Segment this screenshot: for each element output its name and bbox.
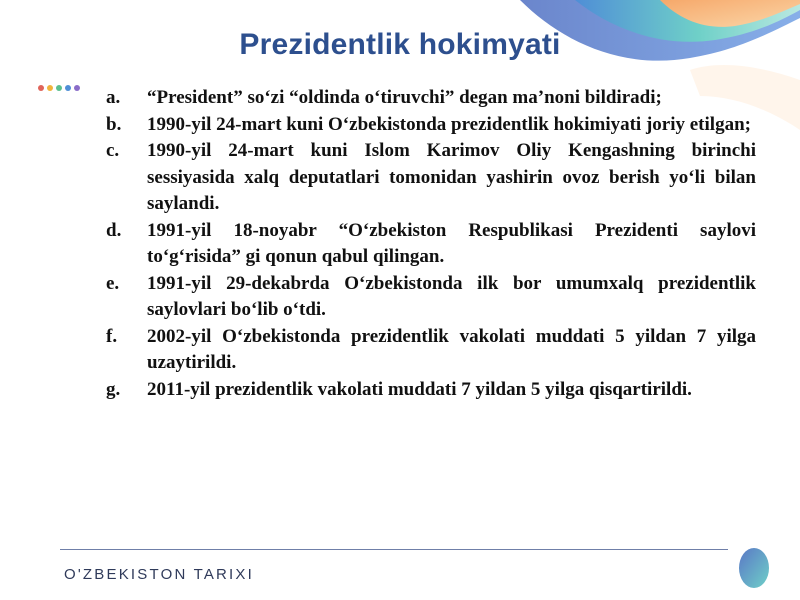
list-item-text: 2011-yil prezidentlik vakolati muddati 7 yildan 5 yilga qisqartirildi. bbox=[147, 378, 692, 400]
list-marker: a. bbox=[106, 87, 121, 108]
list-item bbox=[106, 324, 756, 377]
list-marker: c. bbox=[106, 140, 120, 161]
list-item-text: 1991-yil 29-dekabrda O‘zbekistonda ilk bor umumxalq prezidentlik saylovlari bo‘lib o‘tdi. bbox=[147, 272, 756, 320]
list-marker: g. bbox=[106, 378, 121, 400]
list-marker: d. bbox=[106, 219, 122, 241]
footer-decorative-badge bbox=[736, 546, 772, 590]
list-item bbox=[106, 138, 756, 218]
dot-icon bbox=[74, 85, 80, 91]
dot-icon bbox=[38, 85, 44, 91]
list-item-text: 1990-yil 24-mart kuni O‘zbekistonda prezidentlik hokimiyati joriy etilgan; bbox=[147, 113, 751, 135]
list-item-text: 1991-yil 18-noyabr “O‘zbekiston Respublikasi Prezidenti saylovi to‘g‘risida” gi qonun qabul qilingan. bbox=[147, 219, 756, 267]
list-marker: b. bbox=[106, 113, 122, 135]
dot-icon bbox=[47, 85, 53, 91]
list-item bbox=[106, 271, 756, 324]
dot-icon bbox=[65, 85, 71, 91]
list-item bbox=[106, 112, 756, 139]
list-item bbox=[106, 85, 756, 112]
decorative-dots bbox=[38, 85, 80, 91]
list-marker: f. bbox=[106, 325, 118, 347]
list-item-text: 1990-yil 24-mart kuni Islom Karimov Oliy Kengashning birinchi sessiyasida xalq deputatlari tomonidan yashirin ovoz berish yo‘li bilan saylandi. bbox=[147, 140, 756, 214]
list-item bbox=[106, 218, 756, 271]
fact-list bbox=[106, 85, 756, 403]
dot-icon bbox=[56, 85, 62, 91]
footer-label: O'ZBEKISTON TARIXI bbox=[64, 566, 254, 583]
slide-title: Prezidentlik hokimyati bbox=[239, 28, 561, 61]
list-item-text: “President” so‘zi “oldinda o‘tiruvchi” degan ma’noni bildiradi; bbox=[147, 87, 662, 108]
footer-divider bbox=[60, 549, 728, 550]
list-item bbox=[106, 377, 756, 404]
list-item-text: 2002-yil O‘zbekistonda prezidentlik vakolati muddati 5 yildan 7 yilga uzaytirildi. bbox=[147, 325, 756, 373]
list-marker: e. bbox=[106, 272, 120, 294]
